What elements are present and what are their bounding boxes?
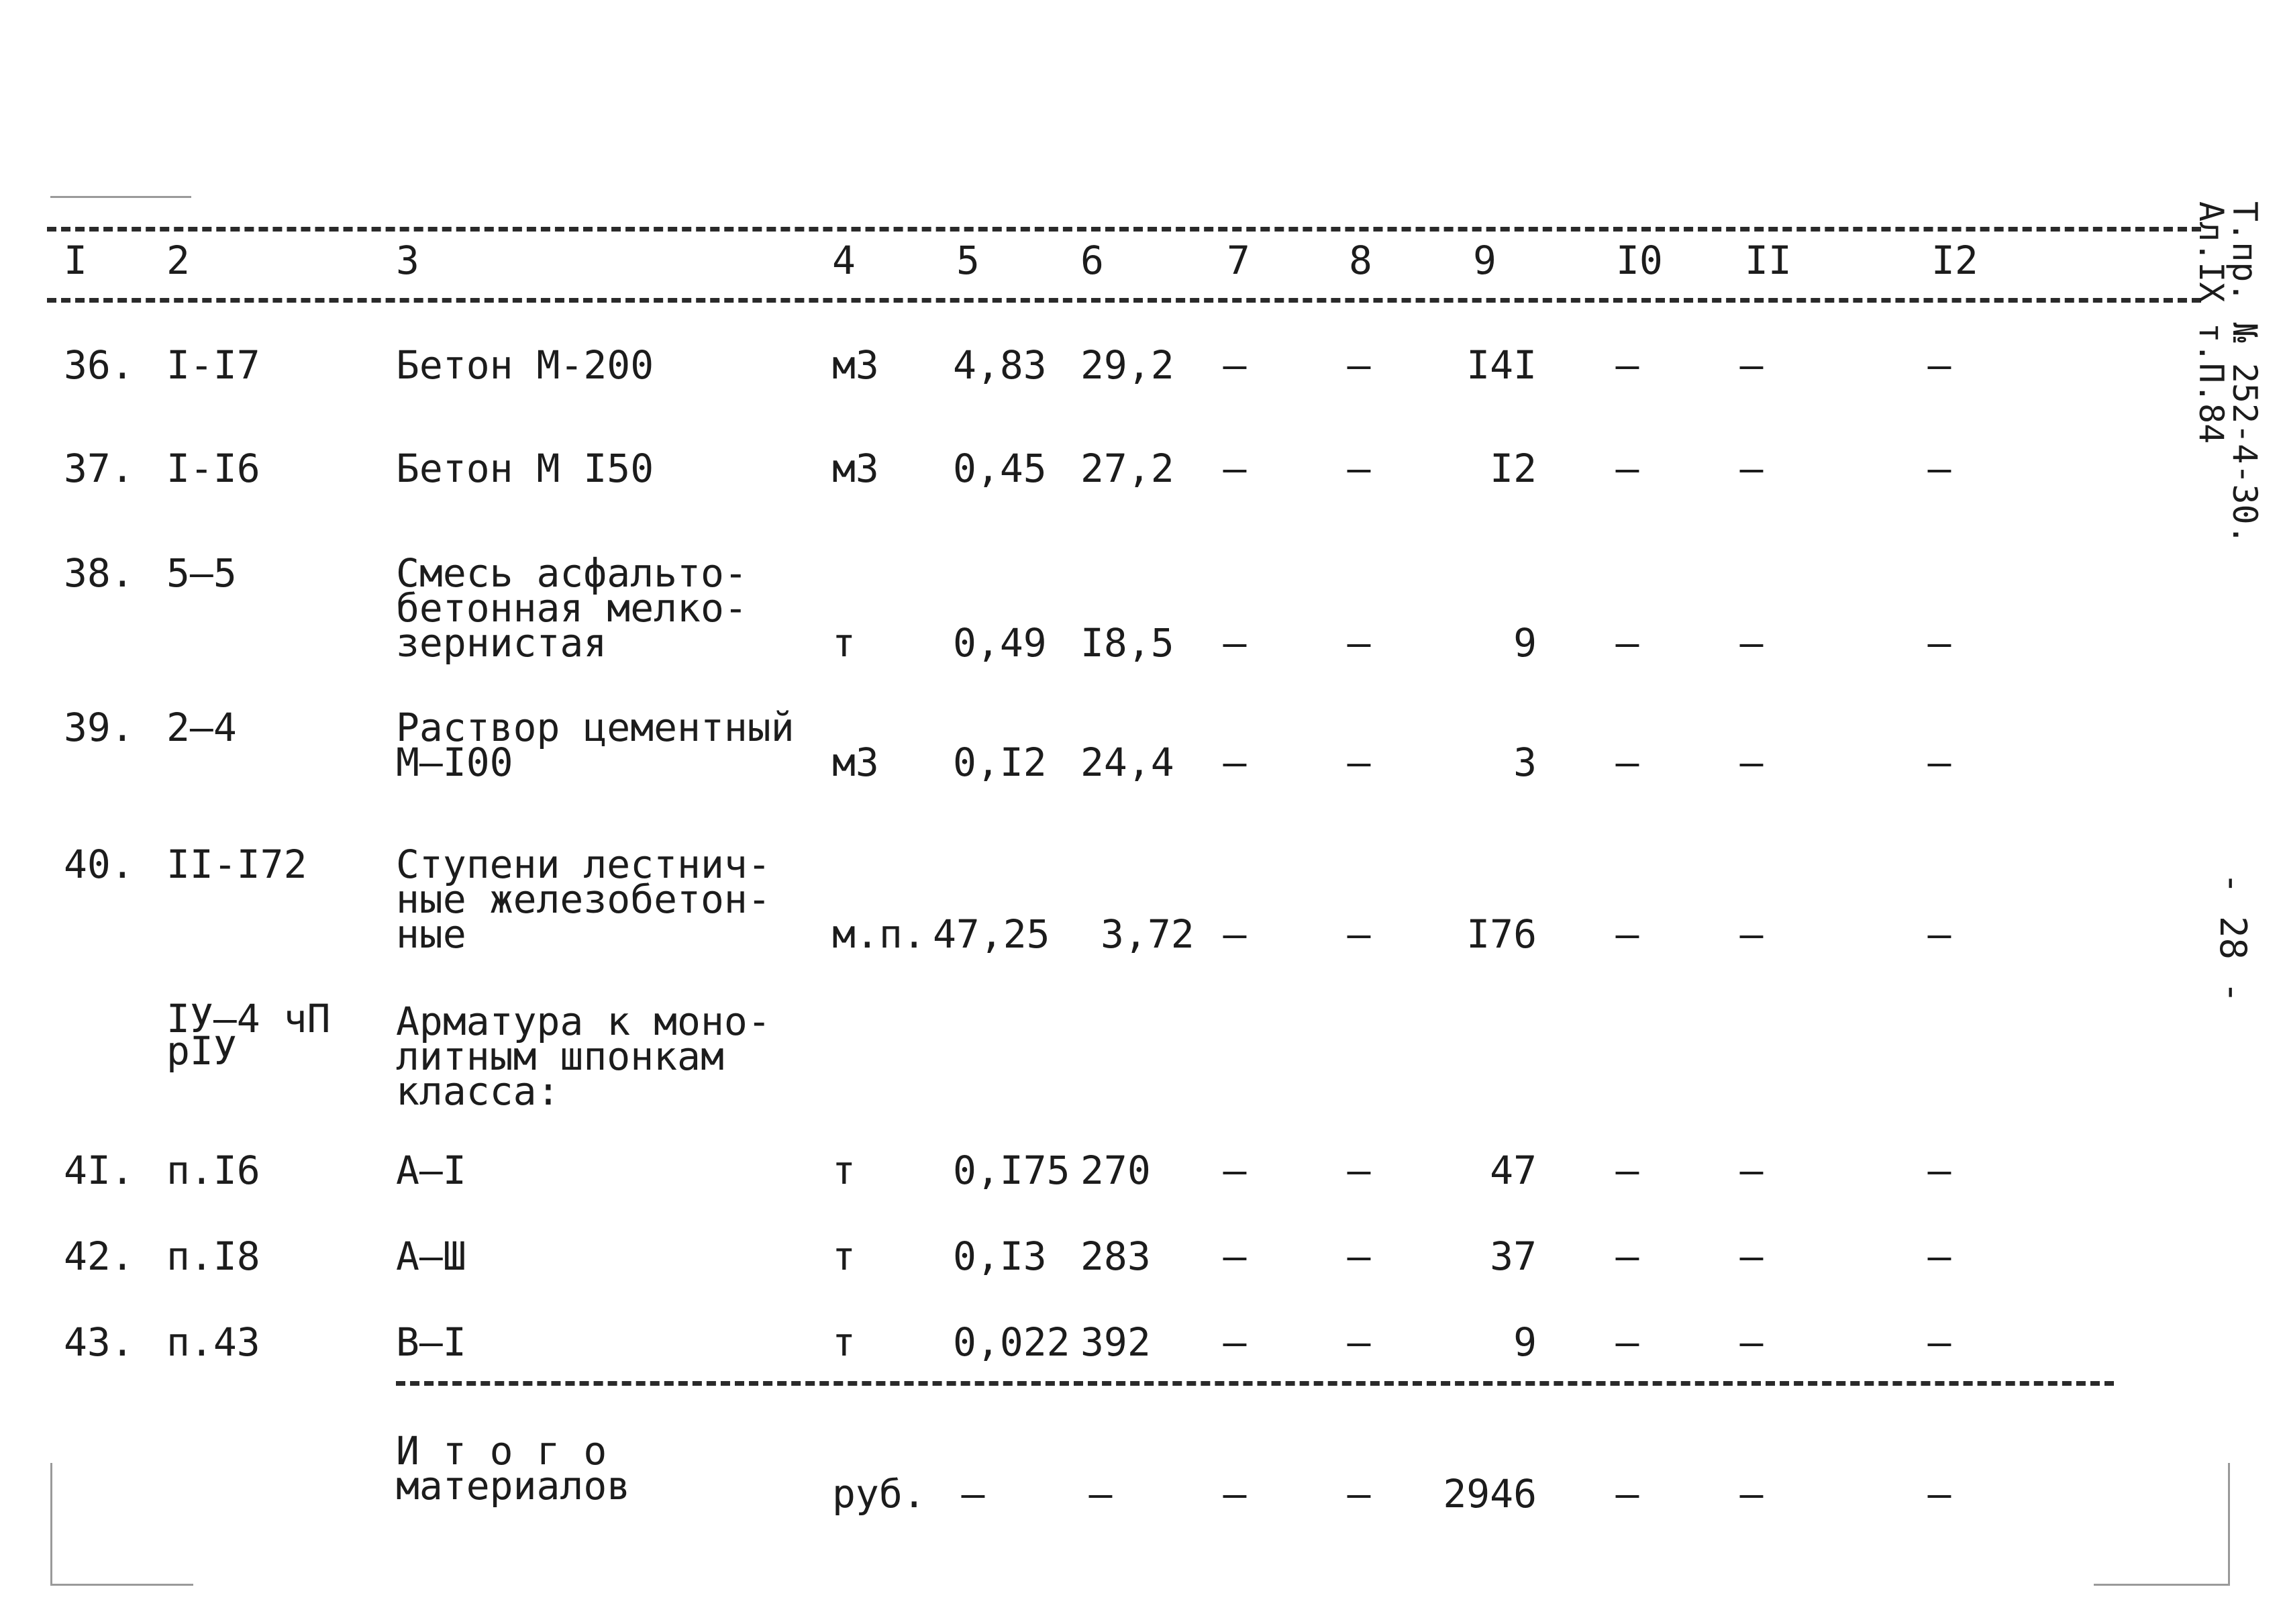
row-41-unit: т — [832, 1148, 856, 1193]
row-43-col6: 392 — [1080, 1319, 1151, 1365]
row-37-col10: – — [1615, 446, 1639, 491]
row-39-name-line-2: М–I00 — [396, 740, 513, 785]
row-41-col9: 47 — [1490, 1148, 1537, 1193]
corner-mark-bottom-left — [50, 1463, 193, 1586]
header-bottom-rule — [47, 298, 2201, 303]
row-42-col11: – — [1739, 1233, 1764, 1279]
row-42-col9: 37 — [1490, 1233, 1537, 1279]
row-36-col9: I4I — [1466, 342, 1537, 388]
row-41-col5: 0,I75 — [953, 1148, 1070, 1193]
row-39-col9: 3 — [1513, 740, 1537, 785]
row-43-col10: – — [1615, 1319, 1639, 1365]
row-41-col8: – — [1347, 1148, 1371, 1193]
corner-mark-bottom-right — [2094, 1463, 2230, 1586]
armature-name-line-2: литным шпонкам — [396, 1033, 724, 1079]
row-39-col5: 0,I2 — [953, 740, 1047, 785]
row-41-col10: – — [1615, 1148, 1639, 1193]
row-36-col7: – — [1223, 342, 1247, 388]
row-36-col10: – — [1615, 342, 1639, 388]
row-38-col7: – — [1223, 620, 1247, 666]
row-43-col9: 9 — [1513, 1319, 1537, 1365]
side-reference-line-1: Т.пр. № 252-4-30. — [2225, 201, 2264, 545]
row-40-col7: – — [1223, 911, 1247, 957]
row-40-col10: – — [1615, 911, 1639, 957]
row-37-col6: 27,2 — [1080, 446, 1174, 491]
row-37-col8: – — [1347, 446, 1371, 491]
row-40-col6: 3,72 — [1101, 911, 1195, 957]
row-42-col8: – — [1347, 1233, 1371, 1279]
row-36-col11: – — [1739, 342, 1764, 388]
row-37-col5: 0,45 — [953, 446, 1047, 491]
row-43-name: В–I — [396, 1319, 466, 1365]
corner-mark-top-left — [50, 196, 191, 225]
row-38-unit: т — [832, 620, 856, 666]
row-39-col12: – — [1927, 740, 1951, 785]
row-40-number: 40. — [64, 842, 134, 887]
row-43-col5: 0,022 — [953, 1319, 1070, 1365]
page-number: - 28 - — [2212, 872, 2254, 1004]
header-col-11: II — [1745, 238, 1792, 283]
row-39-col10: – — [1615, 740, 1639, 785]
total-col9: 2946 — [1443, 1471, 1537, 1517]
row-40-name-line-1: Ступени лестнич- — [396, 842, 771, 887]
header-col-12: I2 — [1931, 238, 1978, 283]
row-41-number: 4I. — [64, 1148, 134, 1193]
total-name-line-1: И т о г о — [396, 1428, 607, 1474]
row-37-col9: I2 — [1490, 446, 1537, 491]
row-38-code: 5–5 — [166, 550, 237, 596]
row-41-col7: – — [1223, 1148, 1247, 1193]
row-36-unit: м3 — [832, 342, 879, 388]
row-39-col6: 24,4 — [1080, 740, 1174, 785]
row-39-col7: – — [1223, 740, 1247, 785]
row-42-col6: 283 — [1080, 1233, 1151, 1279]
row-36-col8: – — [1347, 342, 1371, 388]
row-37-unit: м3 — [832, 446, 879, 491]
row-38-name-line-3: зернистая — [396, 620, 607, 666]
row-42-unit: т — [832, 1233, 856, 1279]
row-37-col7: – — [1223, 446, 1247, 491]
total-col6: – — [1088, 1471, 1113, 1517]
header-col-4: 4 — [832, 238, 856, 283]
total-rule — [396, 1381, 2114, 1386]
row-38-col10: – — [1615, 620, 1639, 666]
row-38-col8: – — [1347, 620, 1371, 666]
header-col-1: I — [64, 238, 87, 283]
row-39-number: 39. — [64, 705, 134, 750]
header-col-6: 6 — [1080, 238, 1104, 283]
row-43-col8: – — [1347, 1319, 1371, 1365]
armature-name-line-3: класса: — [396, 1068, 560, 1114]
row-36-col5: 4,83 — [953, 342, 1047, 388]
row-36-number: 36. — [64, 342, 134, 388]
row-39-name-line-1: Раствор цементный — [396, 705, 795, 750]
header-col-2: 2 — [166, 238, 190, 283]
row-41-name: А–I — [396, 1148, 466, 1193]
row-37-number: 37. — [64, 446, 134, 491]
row-43-code: п.43 — [166, 1319, 260, 1365]
row-40-code: II-I72 — [166, 842, 307, 887]
row-39-col8: – — [1347, 740, 1371, 785]
row-40-col12: – — [1927, 911, 1951, 957]
row-38-col5: 0,49 — [953, 620, 1047, 666]
row-40-col11: – — [1739, 911, 1764, 957]
total-col10: – — [1615, 1471, 1639, 1517]
header-col-9: 9 — [1473, 238, 1496, 283]
row-37-col12: – — [1927, 446, 1951, 491]
row-41-col6: 270 — [1080, 1148, 1151, 1193]
row-38-col9: 9 — [1513, 620, 1537, 666]
total-name-line-2: материалов — [396, 1463, 631, 1509]
row-42-code: п.I8 — [166, 1233, 260, 1279]
row-36-col6: 29,2 — [1080, 342, 1174, 388]
total-col12: – — [1927, 1471, 1951, 1517]
row-43-col12: – — [1927, 1319, 1951, 1365]
row-40-col8: – — [1347, 911, 1371, 957]
total-col8: – — [1347, 1471, 1371, 1517]
side-reference-line-2: Ал.IХ т.П.84 — [2192, 201, 2231, 444]
row-37-code: I-I6 — [166, 446, 260, 491]
row-40-col5: 47,25 — [933, 911, 1050, 957]
row-41-col11: – — [1739, 1148, 1764, 1193]
header-col-5: 5 — [956, 238, 980, 283]
header-col-7: 7 — [1227, 238, 1250, 283]
total-col7: – — [1223, 1471, 1247, 1517]
row-41-code: п.I6 — [166, 1148, 260, 1193]
row-40-unit: м.п. — [832, 911, 926, 957]
row-40-col9: I76 — [1466, 911, 1537, 957]
row-36-code: I-I7 — [166, 342, 260, 388]
row-38-name-line-2: бетонная мелко- — [396, 585, 748, 631]
row-42-col5: 0,I3 — [953, 1233, 1047, 1279]
armature-code: IУ–4 чП рIУ — [166, 996, 331, 1074]
total-col5: – — [961, 1471, 985, 1517]
row-43-col11: – — [1739, 1319, 1764, 1365]
row-37-col11: – — [1739, 446, 1764, 491]
row-43-number: 43. — [64, 1319, 134, 1365]
row-43-col7: – — [1223, 1319, 1247, 1365]
row-40-name-line-3: ные — [396, 911, 466, 957]
row-36-name: Бетон М-200 — [396, 342, 654, 388]
row-40-name-line-2: ные железобетон- — [396, 876, 771, 922]
row-39-unit: м3 — [832, 740, 879, 785]
row-38-col6: I8,5 — [1080, 620, 1174, 666]
row-39-code: 2–4 — [166, 705, 237, 750]
row-42-name: А–Ш — [396, 1233, 466, 1279]
row-38-col11: – — [1739, 620, 1764, 666]
row-39-col11: – — [1739, 740, 1764, 785]
total-col11: – — [1739, 1471, 1764, 1517]
header-col-10: I0 — [1616, 238, 1663, 283]
row-43-unit: т — [832, 1319, 856, 1365]
row-41-col12: – — [1927, 1148, 1951, 1193]
header-col-8: 8 — [1349, 238, 1372, 283]
row-38-col12: – — [1927, 620, 1951, 666]
row-36-col12: – — [1927, 342, 1951, 388]
top-rule — [47, 227, 2201, 232]
row-38-number: 38. — [64, 550, 134, 596]
row-42-col12: – — [1927, 1233, 1951, 1279]
row-42-col7: – — [1223, 1233, 1247, 1279]
row-42-number: 42. — [64, 1233, 134, 1279]
row-42-col10: – — [1615, 1233, 1639, 1279]
armature-name-line-1: Арматура к моно- — [396, 999, 771, 1044]
row-38-name-line-1: Смесь асфальто- — [396, 550, 748, 596]
total-unit: руб. — [832, 1471, 926, 1517]
row-37-name: Бетон М I50 — [396, 446, 654, 491]
header-col-3: 3 — [396, 238, 419, 283]
